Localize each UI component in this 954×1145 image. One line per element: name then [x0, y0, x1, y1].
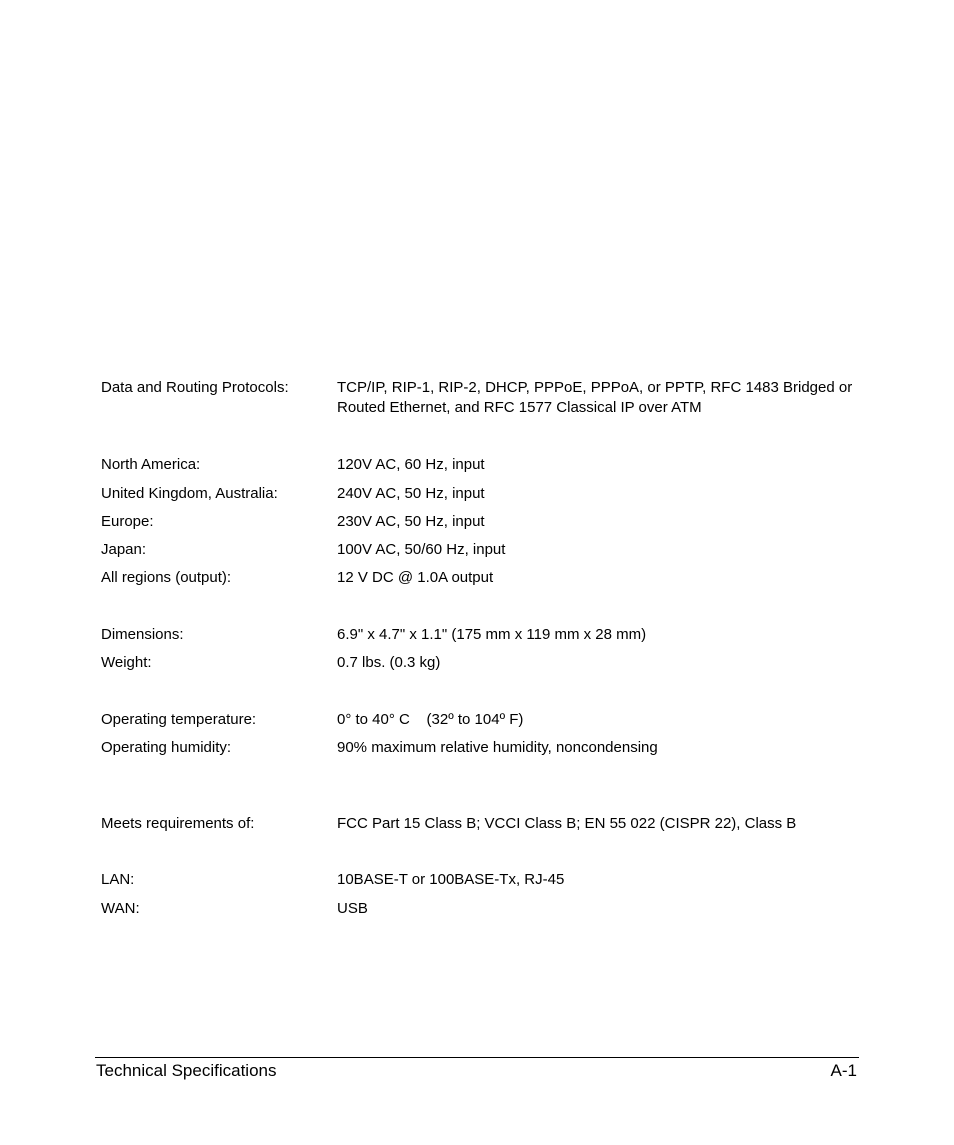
- spec-value: TCP/IP, RIP-1, RIP-2, DHCP, PPPoE, PPPoA, or PPTP, RFC 1483 Bridged or Routed Ethernet, and RFC 1577 Classical IP over ATM: [337, 379, 853, 416]
- spec-label: Weight:: [101, 654, 152, 671]
- spec-value: 0° to 40° C (32º to 104º F): [337, 711, 524, 728]
- spec-label: Dimensions:: [101, 626, 184, 643]
- spec-value: 240V AC, 50 Hz, input: [337, 485, 485, 502]
- spec-label: North America:: [101, 456, 201, 473]
- spec-value: USB: [337, 900, 368, 917]
- spec-label: Meets requirements of:: [101, 815, 255, 832]
- spec-label: Operating temperature:: [101, 711, 257, 728]
- spec-label: Japan:: [101, 541, 147, 558]
- spec-label: Europe:: [101, 513, 154, 530]
- footer-divider: [95, 1057, 859, 1058]
- spec-label: United Kingdom, Australia:: [101, 485, 278, 502]
- spec-value: 120V AC, 60 Hz, input: [337, 456, 485, 473]
- spec-label: Operating humidity:: [101, 739, 232, 756]
- spec-label: All regions (output):: [101, 569, 232, 586]
- spec-value: 0.7 lbs. (0.3 kg): [337, 654, 441, 671]
- spec-value: 12 V DC @ 1.0A output: [337, 569, 494, 586]
- spec-label: WAN:: [101, 900, 140, 917]
- spec-label: LAN:: [101, 871, 135, 888]
- spec-value: 100V AC, 50/60 Hz, input: [337, 541, 506, 558]
- spec-value: 6.9" x 4.7" x 1.1" (175 mm x 119 mm x 28 mm): [337, 626, 647, 643]
- footer-title: Technical Specifications: [96, 1061, 277, 1080]
- spec-label: Data and Routing Protocols:: [101, 379, 289, 396]
- spec-value: 10BASE-T or 100BASE-Tx, RJ-45: [337, 871, 565, 888]
- spec-value: 90% maximum relative humidity, noncondensing: [337, 739, 658, 756]
- spec-value: 230V AC, 50 Hz, input: [337, 513, 485, 530]
- footer-page-number: A-1: [830, 1061, 857, 1080]
- spec-value: FCC Part 15 Class B; VCCI Class B; EN 55 022 (CISPR 22), Class B: [337, 815, 797, 832]
